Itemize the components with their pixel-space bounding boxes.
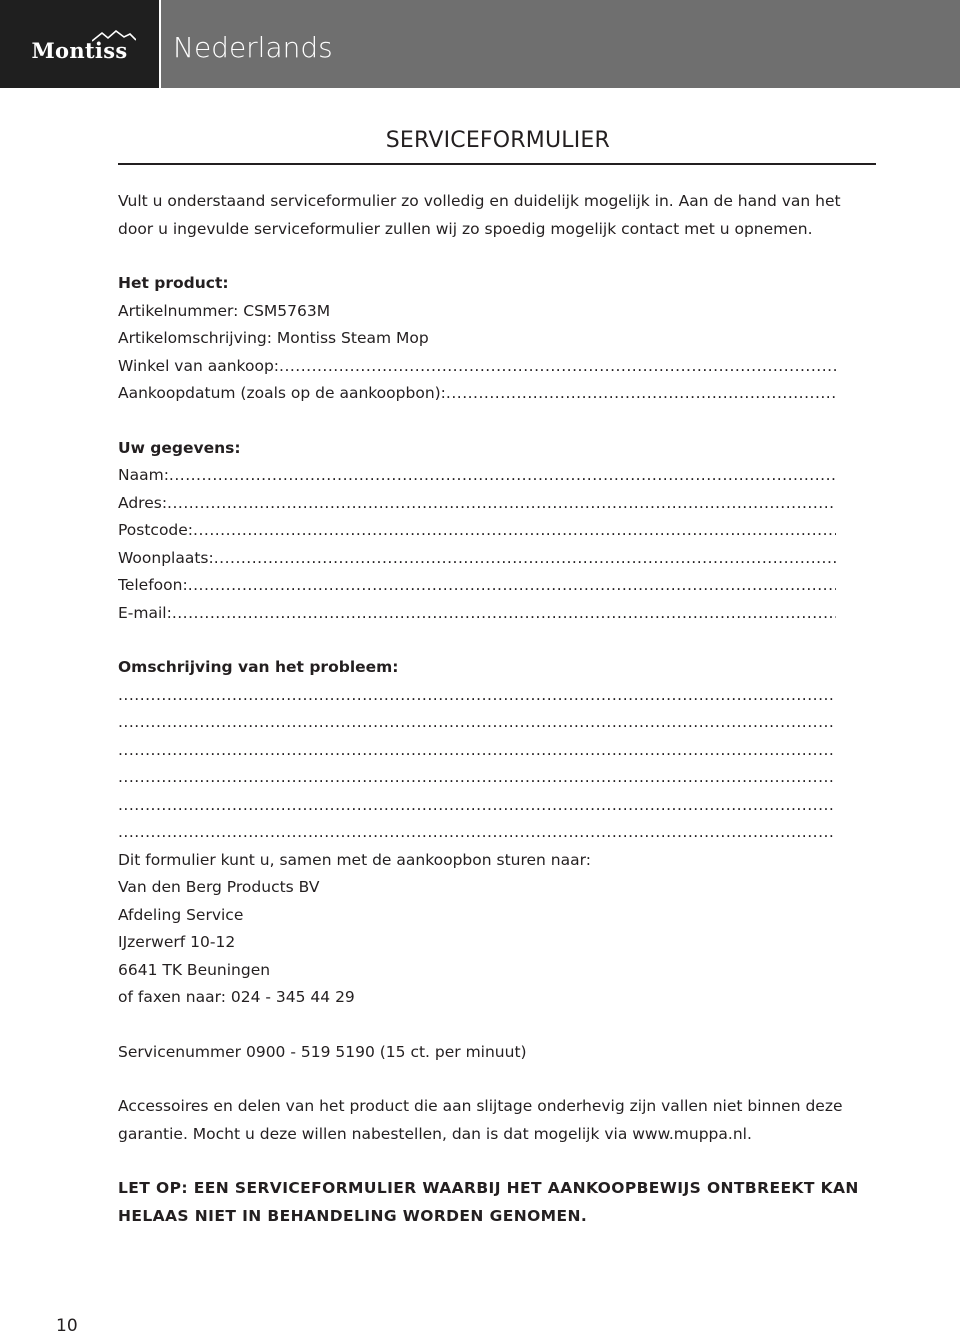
- send-line-3: Afdeling Service: [118, 905, 244, 924]
- page-number: 10: [56, 1316, 78, 1336]
- address-label: Adres:: [118, 493, 168, 512]
- intro-line-1: Vult u onderstaand serviceformulier zo volledig en duidelijk mogelijk in. Aan de hand van het: [118, 192, 841, 210]
- store-dots: [279, 353, 836, 381]
- service-number: Servicenummer 0900 - 519 5190 (15 ct. per minuut): [118, 1042, 527, 1061]
- problem-line-6[interactable]: [118, 819, 836, 847]
- warning-line-1: LET OP: EEN SERVICEFORMULIER WAARBIJ HET AANKOOPBEWIJS ONTBREEKT KAN: [118, 1179, 859, 1197]
- phone-label: Telefoon:: [118, 576, 188, 594]
- title-block: [118, 128, 876, 165]
- accessories-line-2: garantie. Mocht u deze willen nabestellen, dan is dat mogelijk via www.muppa.nl.: [118, 1124, 752, 1143]
- address-field[interactable]: [118, 490, 836, 518]
- problem-line-2[interactable]: [118, 709, 836, 737]
- phone-field[interactable]: [118, 572, 836, 600]
- store-field[interactable]: [118, 353, 836, 381]
- name-label: Naam:: [118, 466, 169, 484]
- article-description: Artikelomschrijving: Montiss Steam Mop: [118, 329, 429, 347]
- postcode-label: Postcode:: [118, 521, 194, 539]
- send-line-4: IJzerwerf 10-12: [118, 933, 236, 951]
- product-heading: Het product:: [118, 274, 229, 292]
- email-label: E-mail:: [118, 603, 172, 622]
- name-field[interactable]: [118, 462, 836, 490]
- page-title: SERVICEFORMULIER: [385, 128, 610, 153]
- purchase-date-label: Aankoopdatum (zoals op de aankoopbon):: [118, 384, 446, 402]
- language-label: Nederlands: [173, 30, 333, 64]
- warning-line-2: HELAAS NIET IN BEHANDELING WORDEN GENOMEN.: [118, 1206, 588, 1225]
- postcode-field[interactable]: [118, 517, 836, 545]
- problem-line-5[interactable]: [118, 792, 836, 820]
- send-line-2: Van den Berg Products BV: [118, 878, 320, 896]
- send-line-6: of faxen naar: 024 - 345 44 29: [118, 988, 355, 1006]
- problem-heading: Omschrijving van het probleem:: [118, 658, 399, 676]
- store-label: Winkel van aankoop:: [118, 356, 280, 375]
- brand-logo: [0, 0, 159, 88]
- city-label: Woonplaats:: [118, 548, 214, 567]
- send-line-1: Dit formulier kunt u, samen met de aankoopbon sturen naar:: [118, 850, 591, 869]
- problem-line-4[interactable]: [118, 764, 836, 792]
- purchase-date-dots: [446, 380, 836, 408]
- brand-name: Montiss: [31, 37, 128, 63]
- email-field[interactable]: [118, 600, 836, 628]
- intro-line-2: door u ingevulde serviceformulier zullen wij zo spoedig mogelijk contact met u opnemen.: [118, 219, 813, 238]
- city-field[interactable]: [118, 545, 836, 573]
- problem-line-3[interactable]: [118, 737, 836, 765]
- problem-line-1[interactable]: [118, 682, 836, 710]
- page-header: [0, 0, 960, 88]
- form-content: [118, 188, 859, 1230]
- send-line-5: 6641 TK Beuningen: [118, 960, 271, 979]
- title-divider: [118, 163, 876, 165]
- article-number: Artikelnummer: CSM5763M: [118, 301, 331, 320]
- purchase-date-field[interactable]: [118, 380, 836, 408]
- language-band: [161, 0, 960, 88]
- personal-heading: Uw gegevens:: [118, 438, 241, 457]
- accessories-line-1: Accessoires en delen van het product die aan slijtage onderhevig zijn vallen niet binnen deze: [118, 1097, 843, 1115]
